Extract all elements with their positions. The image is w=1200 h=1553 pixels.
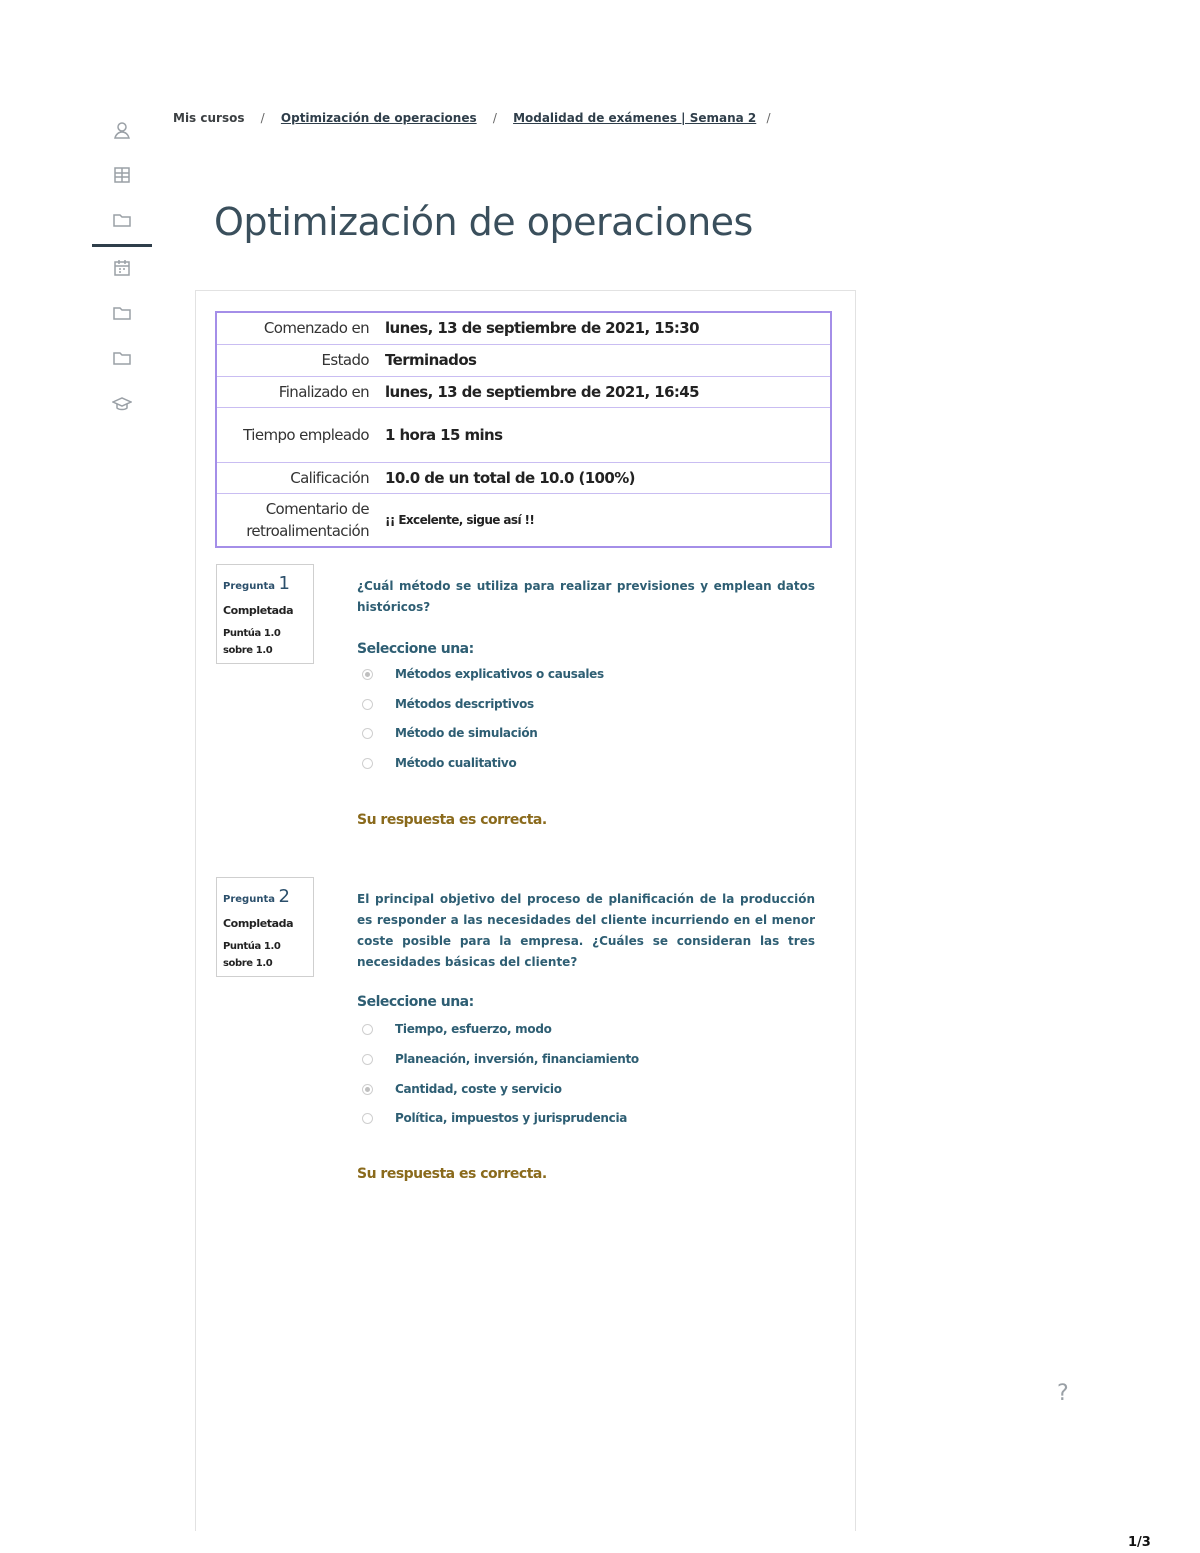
summary-row xyxy=(216,493,831,547)
question-points: Puntúa 1.0 sobre 1.0 xyxy=(223,941,281,969)
summary-value: ¡¡ Excelente, sigue así !! xyxy=(385,512,535,527)
radio-button[interactable] xyxy=(362,1024,373,1035)
radio-button[interactable] xyxy=(362,1084,373,1095)
answer-option-label: Planeación, inversión, financiamiento xyxy=(395,1052,639,1066)
answer-option-label: Métodos descriptivos xyxy=(395,697,534,711)
answer-feedback: Su respuesta es correcta. xyxy=(357,812,547,828)
calendar-icon[interactable] xyxy=(112,258,132,278)
question-info-box xyxy=(216,877,314,977)
graduation-cap-icon[interactable] xyxy=(112,394,132,414)
breadcrumb-item-course[interactable]: Optimización de operaciones xyxy=(280,111,477,125)
question-mark-icon[interactable]: ? xyxy=(1057,1381,1069,1406)
answer-feedback: Su respuesta es correcta. xyxy=(357,1166,547,1182)
radio-button[interactable] xyxy=(362,758,373,769)
answer-option-label: Métodos explicativos o causales xyxy=(395,667,604,681)
answer-option[interactable] xyxy=(362,1110,627,1126)
breadcrumb-item-exam-week[interactable]: Modalidad de exámenes | Semana 2 xyxy=(513,111,757,125)
question-text: El principal objetivo del proceso de planificación de la producción es responder a las necesidades del cliente incurriendo en el menor coste posible para la empresa. ¿Cuáles se consideran las tres necesidades básicas del cliente? xyxy=(357,892,815,969)
summary-row xyxy=(216,312,831,344)
summary-label: Estado xyxy=(216,344,377,376)
summary-row xyxy=(216,462,831,493)
attempt-summary-table xyxy=(215,311,832,548)
breadcrumb xyxy=(173,111,783,125)
answer-option[interactable] xyxy=(362,1051,639,1067)
summary-value: 10.0 de un total de 10.0 (100%) xyxy=(377,462,831,493)
question-number: 2 xyxy=(278,886,290,907)
answer-option[interactable] xyxy=(362,725,538,741)
radio-button[interactable] xyxy=(362,669,373,680)
summary-value: lunes, 13 de septiembre de 2021, 15:30 xyxy=(377,312,831,344)
question-points: Puntúa 1.0 sobre 1.0 xyxy=(223,628,281,656)
radio-button[interactable] xyxy=(362,699,373,710)
breadcrumb-separator: / xyxy=(260,111,265,125)
grades-icon[interactable] xyxy=(112,165,132,185)
summary-row xyxy=(216,376,831,407)
folder-icon[interactable] xyxy=(112,348,132,368)
question-number: 1 xyxy=(278,573,290,594)
question-text: ¿Cuál método se utiliza para realizar previsiones y emplean datos históricos? xyxy=(357,579,815,614)
summary-label: Calificación xyxy=(216,462,377,493)
radio-button[interactable] xyxy=(362,1113,373,1124)
answer-option[interactable] xyxy=(362,1081,562,1097)
radio-button[interactable] xyxy=(362,728,373,739)
answer-option-label: Tiempo, esfuerzo, modo xyxy=(395,1022,552,1036)
answer-option-label: Política, impuestos y jurisprudencia xyxy=(395,1111,628,1125)
radio-button[interactable] xyxy=(362,1054,373,1065)
question-state: Completada xyxy=(223,604,294,617)
answer-option[interactable] xyxy=(362,1021,552,1037)
summary-value: 1 hora 15 mins xyxy=(377,407,831,462)
summary-label: Tiempo empleado xyxy=(216,407,377,462)
dashboard-icon[interactable] xyxy=(112,120,132,140)
summary-label: Comentario de retroalimentación xyxy=(246,499,369,540)
summary-value: Terminados xyxy=(377,344,831,376)
folder-icon[interactable] xyxy=(112,210,132,230)
answer-option[interactable] xyxy=(362,755,516,771)
summary-row xyxy=(216,344,831,376)
breadcrumb-separator: / xyxy=(766,111,771,125)
summary-value: lunes, 13 de septiembre de 2021, 16:45 xyxy=(377,376,831,407)
answer-option-label: Cantidad, coste y servicio xyxy=(395,1082,562,1096)
page-number: 1/3 xyxy=(1128,1535,1151,1550)
breadcrumb-separator: / xyxy=(492,111,497,125)
answer-option[interactable] xyxy=(362,696,534,712)
breadcrumb-item-my-courses[interactable]: Mis cursos xyxy=(173,111,245,125)
folder-icon[interactable] xyxy=(112,303,132,323)
answer-prompt: Seleccione una: xyxy=(357,641,474,657)
summary-label: Comenzado en xyxy=(216,312,377,344)
question-state: Completada xyxy=(223,917,294,930)
question-info-box xyxy=(216,564,314,664)
active-nav-indicator xyxy=(92,244,152,247)
page-title: Optimización de operaciones xyxy=(214,200,753,244)
answer-option[interactable] xyxy=(362,666,604,682)
question-label: Pregunta xyxy=(223,581,275,592)
answer-option-label: Método de simulación xyxy=(395,726,538,740)
summary-label: Finalizado en xyxy=(216,376,377,407)
summary-row xyxy=(216,407,831,462)
answer-prompt: Seleccione una: xyxy=(357,994,474,1010)
answer-option-label: Método cualitativo xyxy=(395,756,517,770)
question-label: Pregunta xyxy=(223,894,275,905)
